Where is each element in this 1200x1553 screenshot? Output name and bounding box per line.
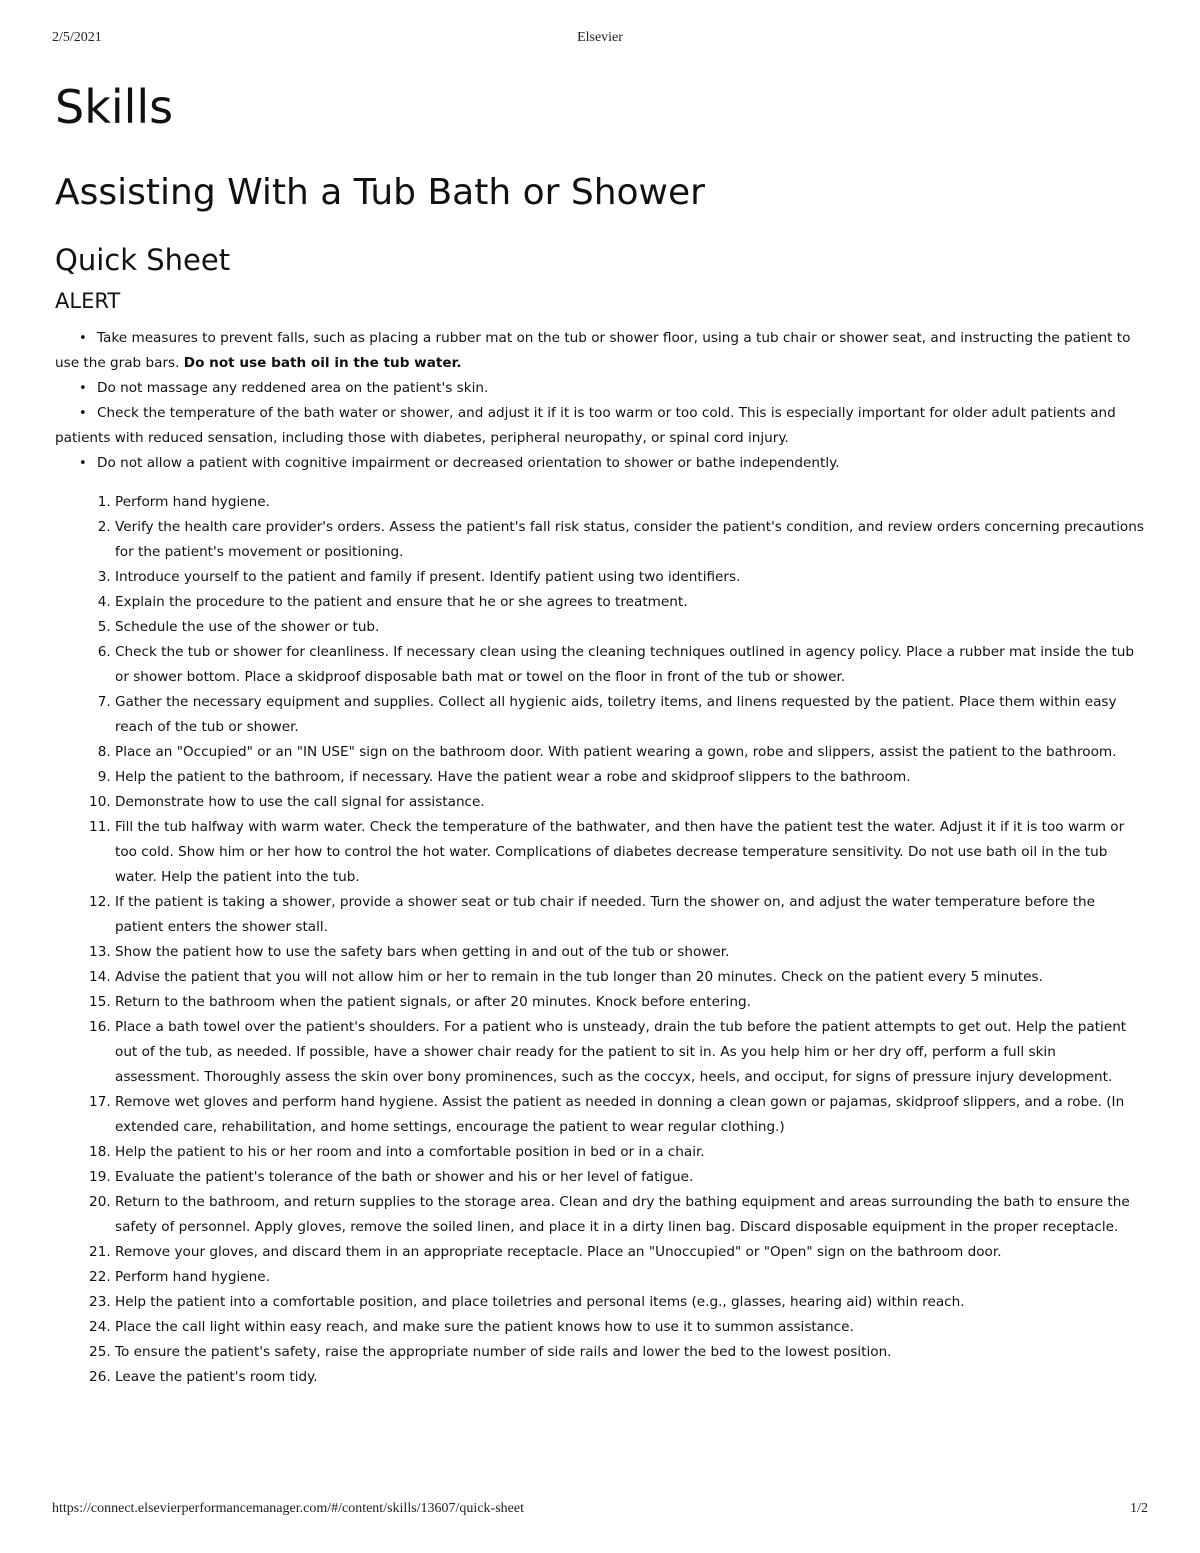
alert-heading: ALERT [55,289,121,313]
print-header [52,30,1148,50]
procedure-step: 6. Check the tub or shower for cleanliness. If necessary clean using the cleaning techniques outlined in agency policy. Place a rubber mat inside the tub or shower bottom. Place a skidproof disposable bath mat or towel on the floor in front of the tub or shower. [115,640,1145,690]
procedure-step: 21. Remove your gloves, and discard them in an appropriate receptacle. Place an "Unoccupied" or "Open" sign on the bathroom door. [115,1240,1145,1265]
alert-text: Do not massage any reddened area on the patient's skin. [97,380,489,396]
procedure-step: 14. Advise the patient that you will not allow him or her to remain in the tub longer than 20 minutes. Check on the patient every 5 minutes. [115,965,1145,990]
procedure-step: 20. Return to the bathroom, and return supplies to the storage area. Clean and dry the bathing equipment and areas surrounding the bath to ensure the safety of personnel. Apply gloves, remove the soiled linen, and place it in a dirty linen bag. Discard disposable equipment in the proper receptacle. [115,1190,1145,1240]
procedure-step: 19. Evaluate the patient's tolerance of the bath or shower and his or her level of fatigue. [115,1165,1145,1190]
procedure-step: 12. If the patient is taking a shower, provide a shower seat or tub chair if needed. Turn the shower on, and adjust the water temperature before the patient enters the shower stall. [115,890,1145,940]
procedure-step: 10. Demonstrate how to use the call signal for assistance. [115,790,1145,815]
bullet-icon: • [79,406,87,421]
print-date: 2/5/2021 [52,30,102,45]
procedure-step: 15. Return to the bathroom when the patient signals, or after 20 minutes. Knock before entering. [115,990,1145,1015]
alert-text: Take measures to prevent falls, such as placing a rubber mat on the tub or shower floor, using a tub chair or shower seat, and instructing the patient to use the grab bars. [55,330,1131,371]
alert-text: Check the temperature of the bath water or shower, and adjust it if it is too warm or too cold. This is especially important for older adult patients and patients with reduced sensation, including those with diabetes, peripheral neuropathy, or spinal cord injury. [55,405,1116,446]
procedure-step: 11. Fill the tub halfway with warm water. Check the temperature of the bathwater, and then have the patient test the water. Adjust it if it is too warm or too cold. Show him or her how to control the hot water. Complications of diabetes decrease temperature sensitivity. Do not use bath oil in the tub water. Help the patient into the tub. [115,815,1145,890]
quick-sheet-heading: Quick Sheet [55,243,231,277]
procedure-step: 1. Perform hand hygiene. [115,490,1145,515]
procedure-step: 5. Schedule the use of the shower or tub. [115,615,1145,640]
procedure-step: 2. Verify the health care provider's orders. Assess the patient's fall risk status, consider the patient's condition, and review orders concerning precautions for the patient's movement or positioning. [115,515,1145,565]
alert-list [55,326,1145,476]
bullet-icon: • [79,456,87,471]
procedure-step: 26. Leave the patient's room tidy. [115,1365,1145,1390]
procedure-step: 23. Help the patient into a comfortable position, and place toiletries and personal items (e.g., glasses, hearing aid) within reach. [115,1290,1145,1315]
page-content [55,76,1145,1390]
procedure-step: 4. Explain the procedure to the patient and ensure that he or she agrees to treatment. [115,590,1145,615]
page-url: https://connect.elsevierperformancemanager.com/#/content/skills/13607/quick-sheet [52,1501,524,1516]
procedure-steps [55,490,1145,1390]
procedure-step: 25. To ensure the patient's safety, raise the appropriate number of side rails and lower the bed to the lowest position. [115,1340,1145,1365]
procedure-step: 18. Help the patient to his or her room and into a comfortable position in bed or in a chair. [115,1140,1145,1165]
procedure-step: 22. Perform hand hygiene. [115,1265,1145,1290]
alert-item [55,376,1145,401]
alert-text: Do not allow a patient with cognitive impairment or decreased orientation to shower or bathe independently. [97,455,840,471]
procedure-step: 13. Show the patient how to use the safety bars when getting in and out of the tub or shower. [115,940,1145,965]
page-number: 1/2 [1130,1501,1148,1516]
bullet-icon: • [79,381,87,396]
procedure-step: 16. Place a bath towel over the patient's shoulders. For a patient who is unsteady, drain the tub before the patient attempts to get out. Help the patient out of the tub, as needed. If possible, have a shower chair ready for the patient to sit in. As you help him or her dry off, perform a full skin assessment. Thoroughly assess the skin over bony prominences, such as the coccyx, heels, and occiput, for signs of pressure injury development. [115,1015,1145,1090]
bullet-icon: • [79,331,87,346]
skill-title: Assisting With a Tub Bath or Shower [55,172,705,213]
procedure-step: 9. Help the patient to the bathroom, if necessary. Have the patient wear a robe and skidproof slippers to the bathroom. [115,765,1145,790]
page-title: Skills [55,80,174,134]
procedure-step: 8. Place an "Occupied" or an "IN USE" sign on the bathroom door. With patient wearing a gown, robe and slippers, assist the patient to the bathroom. [115,740,1145,765]
procedure-step: 17. Remove wet gloves and perform hand hygiene. Assist the patient as needed in donning a clean gown or pajamas, skidproof slippers, and a robe. (In extended care, rehabilitation, and home settings, encourage the patient to wear regular clothing.) [115,1090,1145,1140]
alert-item [55,326,1145,376]
procedure-step: 24. Place the call light within easy reach, and make sure the patient knows how to use it to summon assistance. [115,1315,1145,1340]
alert-item [55,451,1145,476]
alert-emphasis: Do not use bath oil in the tub water. [183,355,462,371]
procedure-step: 7. Gather the necessary equipment and supplies. Collect all hygienic aids, toiletry items, and linens requested by the patient. Place them within easy reach of the tub or shower. [115,690,1145,740]
print-footer [52,1501,1148,1521]
procedure-step: 3. Introduce yourself to the patient and family if present. Identify patient using two identifiers. [115,565,1145,590]
print-site-name: Elsevier [577,30,623,45]
alert-item [55,401,1145,451]
